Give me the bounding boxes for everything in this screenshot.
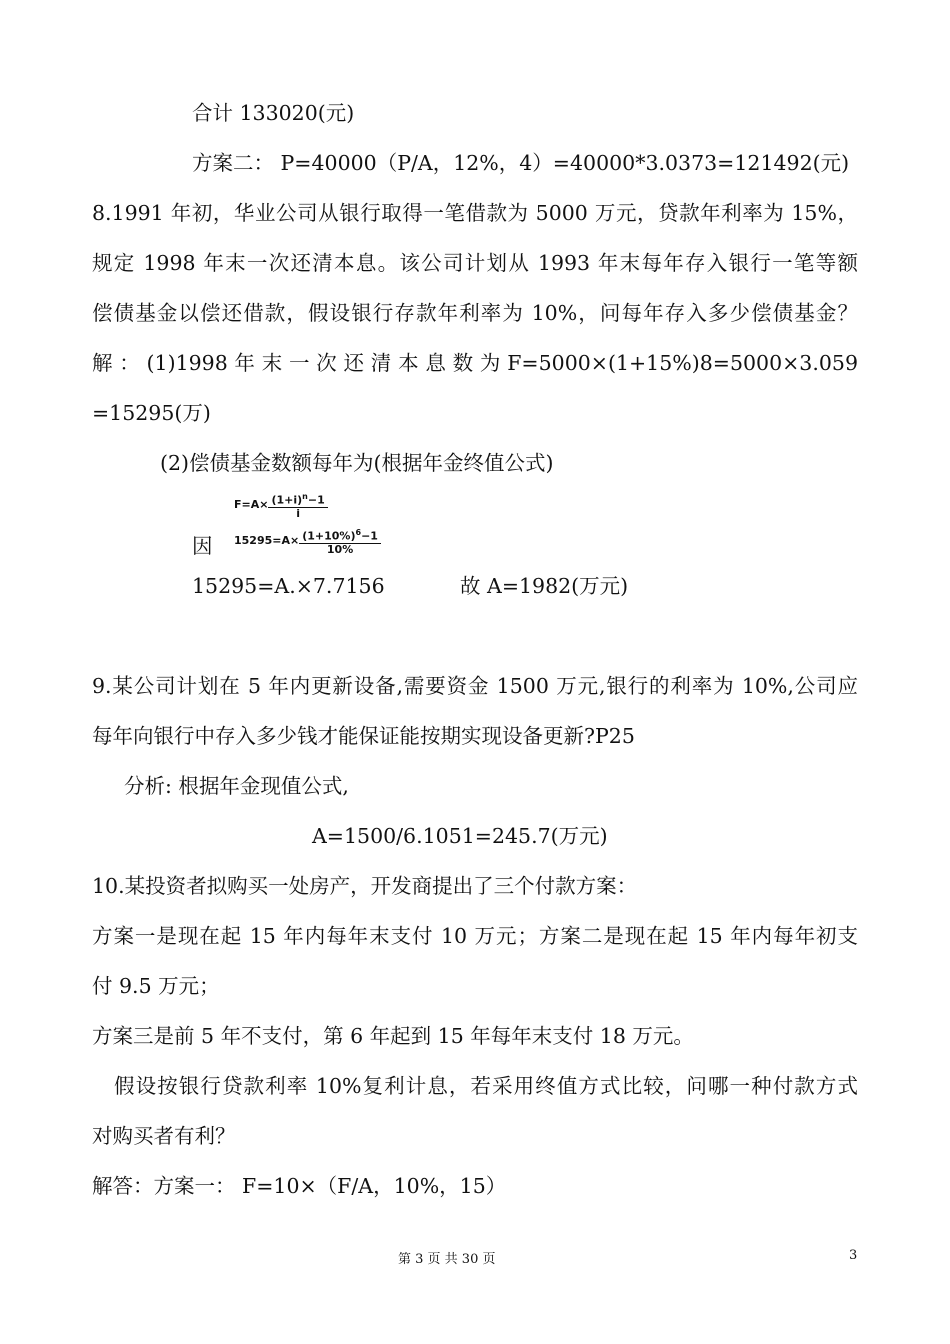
q8-step2: (2)偿债基金数额每年为(根据年金终值公式): [160, 451, 554, 475]
q8-result-left: 15295=A.×7.7156: [192, 574, 385, 598]
q10-line6: 对购买者有利？: [92, 1124, 236, 1148]
formula2-den: 10%: [326, 542, 354, 556]
q8-line2: 规定 1998 年末一次还清本息。该公司计划从 1993 年末每年存入银行一笔等额: [92, 251, 858, 275]
page-footer: 第 3 页 共 30 页: [398, 1252, 496, 1267]
formula1-fraction: [268, 490, 327, 520]
formula-substituted: [234, 526, 381, 556]
formula1-num: (1+i): [271, 493, 303, 507]
q8-result-right: 故 A=1982(万元): [460, 574, 629, 598]
formula2-lhs: 15295=A×: [234, 533, 300, 547]
formula2-num-tail: −1: [361, 529, 378, 543]
formula1-num-tail: −1: [307, 493, 325, 507]
q10-line3: 付 9.5 万元；: [92, 974, 220, 998]
q9-analysis: 分析: 根据年金现值公式,: [124, 774, 349, 798]
q9-line2: 每年向银行中存入多少钱才能保证能按期实现设备更新?P25: [92, 724, 635, 748]
page-number: 3: [849, 1248, 858, 1263]
q8-line3: 偿债基金以偿还借款，假设银行存款年利率为 10%，问每年存入多少偿债基金？: [92, 301, 858, 325]
line-option2: 方案二： P=40000（P/A，12%，4）=40000*3.0373=121492(元): [192, 151, 850, 175]
formula1-den: i: [296, 506, 300, 520]
q9-answer: A=1500/6.1051=245.7(万元): [312, 824, 608, 848]
formula2-num: (1+10%): [302, 529, 356, 543]
q10-line1: 10.某投资者拟购买一处房产，开发商提出了三个付款方案：: [92, 874, 638, 898]
formula1-exp: n: [302, 492, 308, 501]
formula2-exp: 6: [355, 528, 362, 537]
line-total: 合计 133020(元): [192, 101, 355, 125]
formula2-fraction: [299, 526, 381, 556]
q10-solution: 解答：方案一： F=10×（F/A，10%，15）: [92, 1174, 507, 1198]
q10-line4: 方案三是前 5 年不支付，第 6 年起到 15 年每年末支付 18 万元。: [92, 1024, 694, 1048]
because-label: 因: [192, 534, 213, 558]
q8-line1: 8.1991 年初，华业公司从银行取得一笔借款为 5000 万元，贷款年利率为 15%，: [92, 201, 858, 225]
q8-solution-line1: 解 ： (1)1998 年 末 一 次 还 清 本 息 数 为 F=5000×(1+15%)8=5000×3.059: [92, 351, 858, 375]
formula1-lhs: F=A×: [234, 497, 269, 511]
q9-line1: 9.某公司计划在 5 年内更新设备,需要资金 1500 万元,银行的利率为 10%,公司应: [92, 674, 858, 698]
formula-annuity-fv: [234, 490, 328, 520]
q10-line2: 方案一是现在起 15 年内每年末支付 10 万元；方案二是现在起 15 年内每年初支: [92, 924, 858, 948]
q8-solution-line2: =15295(万): [92, 401, 211, 425]
q10-line5: 假设按银行贷款利率 10%复利计息，若采用终值方式比较，问哪一种付款方式: [114, 1074, 858, 1098]
